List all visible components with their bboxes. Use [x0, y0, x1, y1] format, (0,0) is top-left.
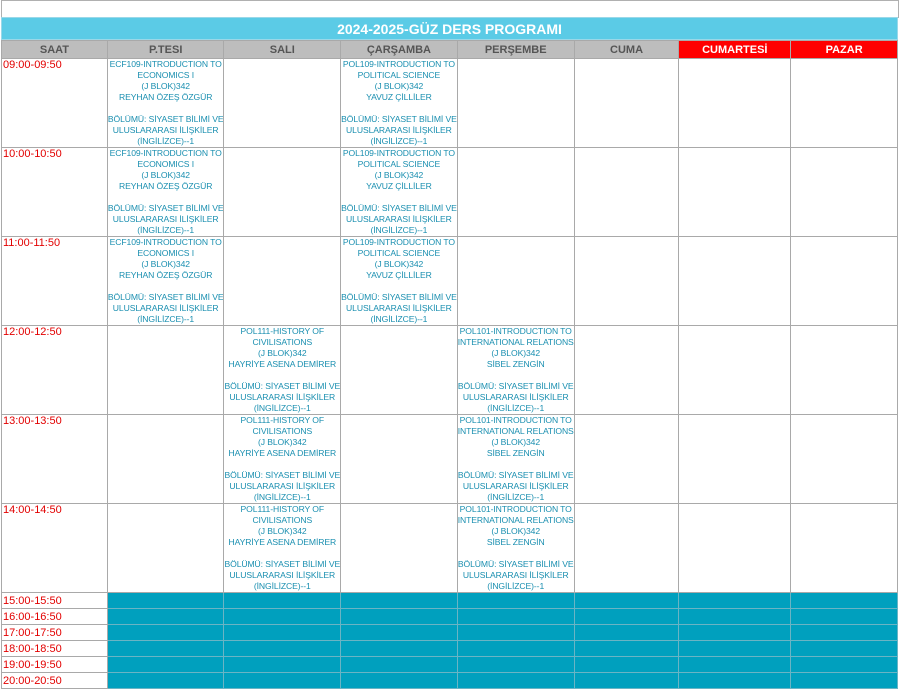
time-label: 18:00-18:50 [2, 641, 108, 657]
empty-slot-cell [574, 609, 679, 625]
header-row [2, 41, 898, 59]
schedule-cell [791, 504, 898, 593]
time-slot-row [2, 504, 898, 593]
course-room: (J BLOK)342 [491, 348, 540, 358]
schedule-cell[interactable] [341, 59, 458, 148]
empty-slot-cell [679, 657, 791, 673]
schedule-cell [791, 415, 898, 504]
empty-time-slot-row [2, 641, 898, 657]
course-entry[interactable] [224, 415, 340, 503]
empty-slot-cell [457, 609, 574, 625]
course-code-line2: INTERNATIONAL RELATIONS [457, 426, 574, 436]
empty-slot-cell [341, 593, 458, 609]
course-dept-line1: BÖLÜMÜ: SİYASET BİLİMİ VE [224, 559, 341, 569]
schedule-cell [791, 326, 898, 415]
course-dept-line3: (İNGİLİZCE)--1 [370, 225, 428, 235]
empty-slot-cell [457, 673, 574, 689]
course-dept-line3: (İNGİLİZCE)--1 [253, 581, 311, 591]
empty-slot-cell [574, 657, 679, 673]
time-label: 10:00-10:50 [2, 148, 108, 237]
spacer [108, 103, 224, 114]
course-dept-line3: (İNGİLİZCE)--1 [487, 403, 545, 413]
course-instructor: REYHAN ÖZEŞ ÖZGÜR [119, 92, 213, 102]
time-slot-row [2, 326, 898, 415]
course-dept-line2: ULUSLARARASI İLİŞKİLER [346, 125, 452, 135]
schedule-cell[interactable] [224, 415, 341, 504]
empty-slot-cell [679, 641, 791, 657]
time-label: 12:00-12:50 [2, 326, 108, 415]
course-room: (J BLOK)342 [374, 81, 424, 91]
schedule-cell [791, 148, 898, 237]
schedule-cell[interactable] [224, 326, 341, 415]
empty-time-slot-row [2, 609, 898, 625]
course-code-line2: ECONOMICS I [137, 248, 195, 258]
schedule-cell [107, 326, 224, 415]
course-room: (J BLOK)342 [258, 526, 307, 536]
empty-slot-cell [107, 673, 224, 689]
course-room: (J BLOK)342 [258, 437, 307, 447]
spacer [341, 103, 457, 114]
schedule-cell [574, 148, 679, 237]
course-entry[interactable] [224, 504, 340, 592]
spacer [108, 192, 224, 203]
course-entry[interactable] [108, 59, 224, 147]
empty-slot-cell [791, 657, 898, 673]
course-dept-line1: BÖLÜMÜ: SİYASET BİLİMİ VE [107, 203, 224, 213]
schedule-cell [341, 504, 458, 593]
schedule-cell [224, 237, 341, 326]
empty-time-slot-row [2, 625, 898, 641]
empty-slot-cell [679, 609, 791, 625]
course-dept-line2: ULUSLARARASI İLİŞKİLER [462, 392, 569, 402]
course-instructor: REYHAN ÖZEŞ ÖZGÜR [119, 270, 213, 280]
empty-slot-cell [224, 625, 341, 641]
course-code-line1: POL109-INTRODUCTION TO [342, 237, 455, 247]
course-code-line1: ECF109-INTRODUCTION TO [109, 59, 222, 69]
empty-slot-cell [224, 657, 341, 673]
course-room: (J BLOK)342 [141, 259, 190, 269]
course-code-line2: ECONOMICS I [137, 159, 195, 169]
schedule-cell[interactable] [457, 415, 574, 504]
course-code-line2: CIVILISATIONS [252, 337, 313, 347]
time-label: 15:00-15:50 [2, 593, 108, 609]
spacer [458, 459, 574, 470]
course-dept-line1: BÖLÜMÜ: SİYASET BİLİMİ VE [224, 381, 341, 391]
time-label: 20:00-20:50 [2, 673, 108, 689]
course-dept-line2: ULUSLARARASI İLİŞKİLER [112, 214, 219, 224]
course-dept-line1: BÖLÜMÜ: SİYASET BİLİMİ VE [457, 559, 574, 569]
spacer [224, 459, 340, 470]
empty-slot-cell [457, 625, 574, 641]
course-code-line1: POL101-INTRODUCTION TO [459, 326, 572, 336]
spacer [224, 370, 340, 381]
course-dept-line3: (İNGİLİZCE)--1 [137, 314, 195, 324]
empty-slot-cell [341, 609, 458, 625]
course-entry[interactable] [341, 148, 457, 236]
empty-slot-cell [679, 673, 791, 689]
course-dept-line2: ULUSLARARASI İLİŞKİLER [346, 214, 452, 224]
time-label: 19:00-19:50 [2, 657, 108, 673]
day-header: CUMARTESİ [679, 41, 791, 59]
spacer [224, 548, 340, 559]
schedule-cell [224, 59, 341, 148]
schedule-cell [341, 415, 458, 504]
course-code-line1: POL109-INTRODUCTION TO [342, 59, 455, 69]
empty-time-slot-row [2, 657, 898, 673]
course-dept-line3: (İNGİLİZCE)--1 [253, 403, 311, 413]
course-dept-line1: BÖLÜMÜ: SİYASET BİLİMİ VE [457, 381, 574, 391]
course-instructor: YAVUZ ÇİLLİLER [366, 181, 432, 191]
empty-slot-cell [341, 625, 458, 641]
schedule-body [2, 59, 898, 689]
course-code-line2: CIVILISATIONS [252, 426, 313, 436]
course-code-line2: CIVILISATIONS [252, 515, 313, 525]
time-label: 09:00-09:50 [2, 59, 108, 148]
schedule-frame [1, 0, 898, 689]
day-header: P.TESI [107, 41, 224, 59]
schedule-cell [224, 148, 341, 237]
course-entry[interactable] [108, 237, 224, 325]
schedule-cell[interactable] [457, 326, 574, 415]
time-label: 14:00-14:50 [2, 504, 108, 593]
course-code-line2: POLITICAL SCIENCE [357, 70, 441, 80]
empty-slot-cell [574, 641, 679, 657]
course-code-line1: ECF109-INTRODUCTION TO [109, 237, 222, 247]
course-instructor: HAYRİYE ASENA DEMİRER [228, 359, 337, 369]
spacer [458, 548, 574, 559]
day-header: PAZAR [791, 41, 898, 59]
course-dept-line1: BÖLÜMÜ: SİYASET BİLİMİ VE [341, 203, 457, 213]
course-instructor: REYHAN ÖZEŞ ÖZGÜR [119, 181, 213, 191]
schedule-title: 2024-2025-GÜZ DERS PROGRAMI [1, 17, 898, 40]
course-dept-line3: (İNGİLİZCE)--1 [137, 136, 195, 146]
course-instructor: YAVUZ ÇİLLİLER [366, 270, 432, 280]
spacer [108, 281, 224, 292]
schedule-cell [679, 237, 791, 326]
course-code-line1: POL111-HISTORY OF [240, 326, 325, 336]
course-code-line2: INTERNATIONAL RELATIONS [457, 515, 574, 525]
course-code-line2: POLITICAL SCIENCE [357, 159, 441, 169]
course-code-line1: POL111-HISTORY OF [240, 415, 325, 425]
course-entry[interactable] [341, 237, 457, 325]
schedule-cell[interactable] [341, 148, 458, 237]
course-code-line2: ECONOMICS I [137, 70, 195, 80]
course-entry[interactable] [458, 415, 574, 503]
schedule-cell [341, 326, 458, 415]
course-dept-line3: (İNGİLİZCE)--1 [487, 581, 545, 591]
empty-slot-cell [574, 625, 679, 641]
course-dept-line1: BÖLÜMÜ: SİYASET BİLİMİ VE [107, 292, 224, 302]
schedule-cell[interactable] [457, 504, 574, 593]
empty-slot-cell [679, 625, 791, 641]
empty-slot-cell [107, 593, 224, 609]
course-room: (J BLOK)342 [141, 81, 190, 91]
spacer [341, 281, 457, 292]
empty-slot-cell [679, 593, 791, 609]
course-room: (J BLOK)342 [258, 348, 307, 358]
course-dept-line3: (İNGİLİZCE)--1 [370, 136, 428, 146]
time-column-header: SAAT [2, 41, 108, 59]
schedule-cell [791, 237, 898, 326]
empty-slot-cell [107, 625, 224, 641]
schedule-cell [574, 237, 679, 326]
empty-time-slot-row [2, 593, 898, 609]
empty-slot-cell [341, 641, 458, 657]
empty-slot-cell [457, 641, 574, 657]
schedule-table [1, 40, 898, 689]
empty-slot-cell [341, 657, 458, 673]
empty-slot-cell [574, 593, 679, 609]
course-entry[interactable] [458, 326, 574, 414]
course-dept-line3: (İNGİLİZCE)--1 [370, 314, 428, 324]
course-dept-line2: ULUSLARARASI İLİŞKİLER [112, 303, 219, 313]
day-header: SALI [224, 41, 341, 59]
course-entry[interactable] [458, 504, 574, 592]
schedule-cell [107, 415, 224, 504]
schedule-cell[interactable] [224, 504, 341, 593]
empty-slot-cell [224, 593, 341, 609]
empty-slot-cell [224, 641, 341, 657]
time-label: 13:00-13:50 [2, 415, 108, 504]
schedule-cell [679, 504, 791, 593]
spacer [458, 370, 574, 381]
empty-slot-cell [341, 673, 458, 689]
course-dept-line2: ULUSLARARASI İLİŞKİLER [462, 570, 569, 580]
empty-slot-cell [791, 625, 898, 641]
empty-slot-cell [107, 609, 224, 625]
empty-slot-cell [574, 673, 679, 689]
course-instructor: SİBEL ZENGİN [486, 448, 545, 458]
course-instructor: HAYRİYE ASENA DEMİRER [228, 448, 337, 458]
course-code-line1: ECF109-INTRODUCTION TO [109, 148, 222, 158]
schedule-cell [679, 415, 791, 504]
course-dept-line1: BÖLÜMÜ: SİYASET BİLİMİ VE [107, 114, 224, 124]
schedule-cell [679, 326, 791, 415]
top-bar [1, 0, 899, 18]
course-room: (J BLOK)342 [491, 437, 540, 447]
course-instructor: SİBEL ZENGİN [486, 537, 545, 547]
course-dept-line2: ULUSLARARASI İLİŞKİLER [229, 392, 336, 402]
course-instructor: SİBEL ZENGİN [486, 359, 545, 369]
schedule-cell[interactable] [107, 237, 224, 326]
day-header: CUMA [574, 41, 679, 59]
schedule-cell[interactable] [107, 148, 224, 237]
time-slot-row [2, 59, 898, 148]
day-header: ÇARŞAMBA [341, 41, 458, 59]
schedule-cell [457, 237, 574, 326]
course-dept-line1: BÖLÜMÜ: SİYASET BİLİMİ VE [341, 292, 457, 302]
course-code-line2: POLITICAL SCIENCE [357, 248, 441, 258]
time-label: 11:00-11:50 [2, 237, 108, 326]
schedule-cell [107, 504, 224, 593]
course-dept-line2: ULUSLARARASI İLİŞKİLER [346, 303, 452, 313]
schedule-cell[interactable] [341, 237, 458, 326]
schedule-cell [679, 59, 791, 148]
course-dept-line2: ULUSLARARASI İLİŞKİLER [229, 481, 336, 491]
schedule-cell [574, 326, 679, 415]
course-dept-line2: ULUSLARARASI İLİŞKİLER [462, 481, 569, 491]
course-code-line1: POL111-HISTORY OF [240, 504, 325, 514]
course-code-line1: POL109-INTRODUCTION TO [342, 148, 455, 158]
day-header: PERŞEMBE [457, 41, 574, 59]
course-room: (J BLOK)342 [141, 170, 190, 180]
course-entry[interactable] [108, 148, 224, 236]
course-entry[interactable] [224, 326, 340, 414]
course-dept-line2: ULUSLARARASI İLİŞKİLER [112, 125, 219, 135]
time-slot-row [2, 148, 898, 237]
empty-slot-cell [224, 609, 341, 625]
time-label: 16:00-16:50 [2, 609, 108, 625]
course-dept-line1: BÖLÜMÜ: SİYASET BİLİMİ VE [457, 470, 574, 480]
course-entry[interactable] [341, 59, 457, 147]
empty-slot-cell [791, 673, 898, 689]
time-slot-row [2, 237, 898, 326]
course-room: (J BLOK)342 [374, 170, 424, 180]
schedule-cell [574, 59, 679, 148]
course-code-line2: INTERNATIONAL RELATIONS [457, 337, 574, 347]
course-instructor: HAYRİYE ASENA DEMİRER [228, 537, 337, 547]
course-code-line1: POL101-INTRODUCTION TO [459, 504, 572, 514]
schedule-cell [791, 59, 898, 148]
empty-slot-cell [791, 641, 898, 657]
course-code-line1: POL101-INTRODUCTION TO [459, 415, 572, 425]
schedule-cell [457, 148, 574, 237]
empty-slot-cell [791, 593, 898, 609]
time-label: 17:00-17:50 [2, 625, 108, 641]
schedule-cell [679, 148, 791, 237]
course-dept-line2: ULUSLARARASI İLİŞKİLER [229, 570, 336, 580]
schedule-cell [574, 504, 679, 593]
course-dept-line1: BÖLÜMÜ: SİYASET BİLİMİ VE [341, 114, 457, 124]
course-dept-line3: (İNGİLİZCE)--1 [137, 225, 195, 235]
course-dept-line3: (İNGİLİZCE)--1 [487, 492, 545, 502]
spacer [341, 192, 457, 203]
course-dept-line3: (İNGİLİZCE)--1 [253, 492, 311, 502]
empty-slot-cell [224, 673, 341, 689]
course-room: (J BLOK)342 [374, 259, 424, 269]
course-room: (J BLOK)342 [491, 526, 540, 536]
empty-time-slot-row [2, 673, 898, 689]
empty-slot-cell [457, 657, 574, 673]
course-dept-line1: BÖLÜMÜ: SİYASET BİLİMİ VE [224, 470, 341, 480]
time-slot-row [2, 415, 898, 504]
schedule-cell [457, 59, 574, 148]
empty-slot-cell [791, 609, 898, 625]
schedule-cell[interactable] [107, 59, 224, 148]
empty-slot-cell [457, 593, 574, 609]
empty-slot-cell [107, 641, 224, 657]
course-instructor: YAVUZ ÇİLLİLER [366, 92, 432, 102]
schedule-cell [574, 415, 679, 504]
empty-slot-cell [107, 657, 224, 673]
